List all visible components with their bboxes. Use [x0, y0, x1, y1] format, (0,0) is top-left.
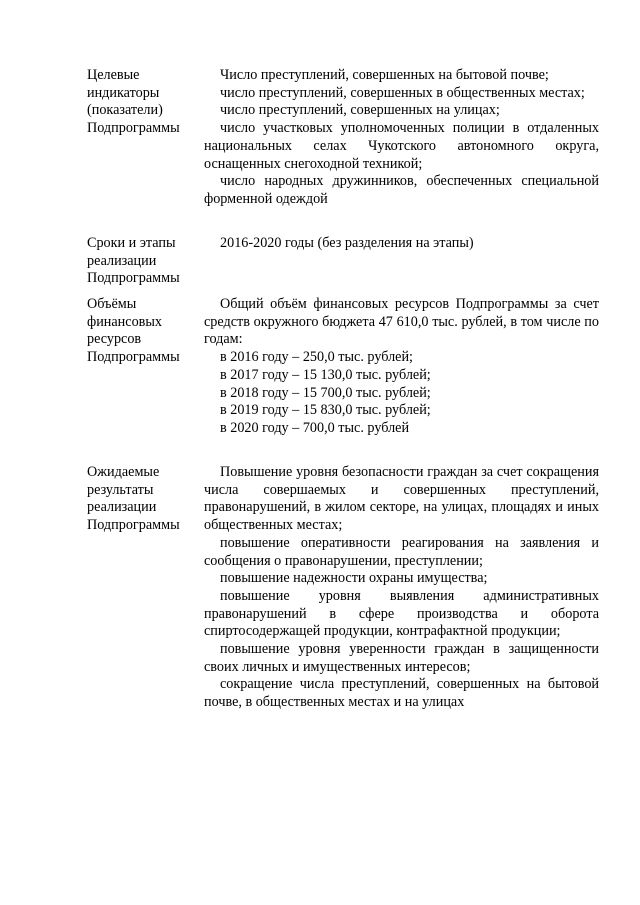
- paragraph: повышение оперативности реагирования на заявления и сообщения о правонарушении, преступлении;: [204, 534, 599, 569]
- financing-year-line: в 2020 году – 700,0 тыс. рублей: [220, 419, 410, 436]
- paragraph: повышение уровня выявления административных правонарушений в сфере производства и оборота спиртосодержащей продукции, контрафактной продукции;: [204, 587, 599, 640]
- financing-year-line: в 2018 году – 15 700,0 тыс. рублей;: [220, 384, 431, 401]
- section-label-expected-results: Ожидаемые результаты реализации Подпрограммы: [87, 464, 180, 533]
- section-label-timeframe: Сроки и этапы реализации Подпрограммы: [87, 235, 180, 286]
- paragraph: повышение уровня уверенности граждан в защищенности своих личных и имущественных интересов;: [204, 641, 599, 675]
- financing-year-line: в 2017 году – 15 130,0 тыс. рублей;: [220, 366, 431, 383]
- section-label-target-indicators: Целевые индикаторы (показатели) Подпрограммы: [87, 67, 180, 136]
- paragraph: Число преступлений, совершенных на бытовой почве;: [220, 67, 549, 83]
- paragraph: сокращение числа преступлений, совершенных на бытовой почве, в общественных местах и на улицах: [204, 676, 599, 711]
- section-content-target-indicators: [204, 67, 599, 209]
- financing-year-line: в 2019 году – 15 830,0 тыс. рублей;: [220, 402, 431, 419]
- paragraph: Общий объём финансовых ресурсов Подпрограммы за счет средств окружного бюджета 47 610,0 тыс. рублей, в том числе по годам:: [204, 296, 599, 348]
- section-content-expected-results: [204, 464, 599, 712]
- section-content-financing: [204, 296, 599, 438]
- paragraph: число преступлений, совершенных в общественных местах;: [220, 84, 585, 101]
- paragraph: число преступлений, совершенных на улицах;: [220, 102, 500, 119]
- financing-year-line: в 2016 году – 250,0 тыс. рублей;: [220, 349, 413, 366]
- paragraph: число народных дружинников, обеспеченных специальной форменной одеждой: [204, 173, 599, 207]
- paragraph: повышение надежности охраны имущества;: [220, 570, 488, 587]
- paragraph: число участковых уполномоченных полиции в отдаленных национальных селах Чукотского автономного округа, оснащенных снегоходной техникой;: [204, 120, 599, 172]
- section-content-timeframe: [204, 235, 599, 253]
- paragraph: Повышение уровня безопасности граждан за счет сокращения числа совершаемых и совершенных преступлений, правонарушений, в жилом секторе, на улицах, площадях и иных общественных местах;: [204, 464, 599, 534]
- section-label-financing: Объёмы финансовых ресурсов Подпрограммы: [87, 296, 180, 365]
- paragraph: 2016-2020 годы (без разделения на этапы): [220, 235, 474, 251]
